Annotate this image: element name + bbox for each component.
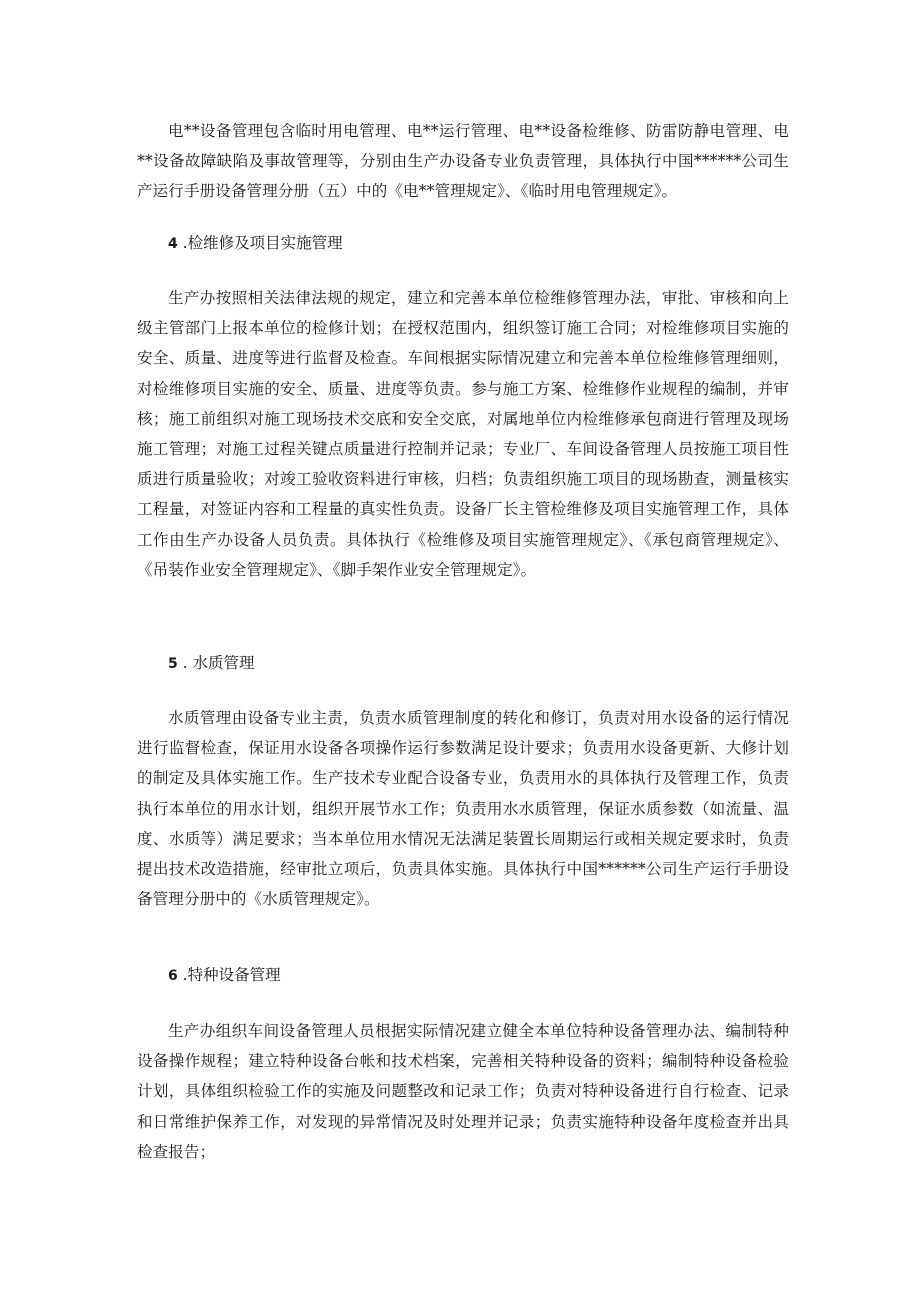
section-number-4: 4 <box>168 236 178 252</box>
section-title-6: .特种设备管理 <box>177 966 281 984</box>
section-heading-5 <box>137 648 255 679</box>
section-heading-6 <box>137 960 281 991</box>
section-title-4: .检维修及项目实施管理 <box>177 234 343 252</box>
section-number-5: 5 <box>168 656 178 672</box>
section-number-6: 6 <box>168 968 178 984</box>
paragraph-water-quality-management: 水质管理由设备专业主责，负责水质管理制度的转化和修订，负责对用水设备的运行情况进行监督检查，保证用水设备各项操作运行参数满足设计要求；负责用水设备更新、大修计划的制定及具体实施工作。生产技术专业配合设备专业，负责用水的具体执行及管理工作，负责执行本单位的用水计划，组织开展节水工作；负责用水水质管理，保证水质参数（如流量、温度、水质等）满足要求；当本单位用水情况无法满足装置长周期运行或相关规定要求时，负责提出技术改造措施，经审批立项后，负责具体实施。具体执行中国******公司生产运行手册设备管理分册中的《水质管理规定》。 <box>137 709 789 909</box>
section-heading-4 <box>137 228 343 259</box>
paragraph-electrical-management: 电**设备管理包含临时用电管理、电**运行管理、电**设备检维修、防雷防静电管理、电**设备故障缺陷及事故管理等，分别由生产办设备专业负责管理，具体执行中国******公司生产运行手册设备管理分册（五）中的《电**管理规定》、《临时用电管理规定》。 <box>137 122 789 201</box>
paragraph-maintenance-management: 生产办按照相关法律法规的规定，建立和完善本单位检维修管理办法，审批、审核和向上级主管部门上报本单位的检修计划；在授权范围内，组织签订施工合同；对检维修项目实施的安全、质量、进度等进行监督及检查。车间根据实际情况建立和完善本单位检维修管理细则，对检维修项目实施的安全、质量、进度等负责。参与施工方案、检维修作业规程的编制，并审核；施工前组织对施工现场技术交底和安全交底，对属地单位内检维修承包商进行管理及现场施工管理；对施工过程关键点质量进行控制并记录；专业厂、车间设备管理人员按施工项目性质进行质量验收；对竣工验收资料进行审核，归档；负责组织施工项目的现场勘查，测量核实工程量，对签证内容和工程量的真实性负责。设备厂长主管检维修及项目实施管理工作，具体工作由生产办设备人员负责。具体执行《检维修及项目实施管理规定》、《承包商管理规定》、《吊装作业安全管理规定》、《脚手架作业安全管理规定》。 <box>137 289 789 579</box>
section-title-5: . 水质管理 <box>177 654 255 672</box>
paragraph-special-equipment-management: 生产办组织车间设备管理人员根据实际情况建立健全本单位特种设备管理办法、编制特种设备操作规程；建立特种设备台帐和技术档案，完善相关特种设备的资料；编制特种设备检验计划，具体组织检验工作的实施及问题整改和记录工作；负责对特种设备进行自行检查、记录和日常维护保养工作，对发现的异常情况及时处理并记录；负责实施特种设备年度检查并出具检查报告； <box>137 1022 789 1161</box>
